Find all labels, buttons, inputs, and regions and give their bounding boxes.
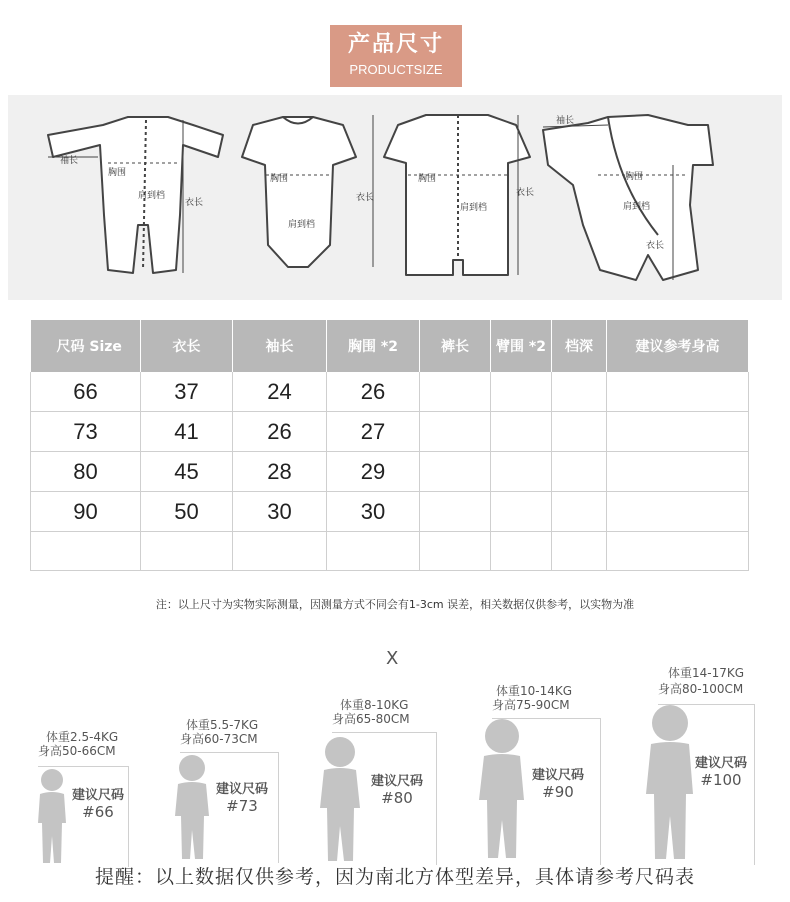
table-cell (420, 412, 491, 452)
product-size-badge (330, 25, 462, 87)
label-length-4: 衣长 (646, 241, 665, 251)
table-cell (420, 372, 491, 412)
suggest-label: 建议尺码 (531, 768, 584, 783)
table-cell (233, 532, 327, 571)
suggest-code: #66 (82, 803, 114, 821)
footer-reminder: 提醒：以上数据仅供参考，因为南北方体型差异，具体请参考尺码表 (94, 866, 695, 888)
table-cell: 50 (141, 492, 233, 532)
header-sleeve: 袖长 (233, 320, 327, 372)
table-row (31, 412, 749, 452)
kid-weight: 体重14-17KG (668, 666, 745, 680)
table-cell: 29 (327, 452, 420, 492)
table-cell: 37 (141, 372, 233, 412)
label-length-3: 衣长 (516, 188, 535, 198)
table-cell (327, 532, 420, 571)
header-arm: 臂围 *2 (491, 320, 552, 372)
table-cell: 90 (31, 492, 141, 532)
label-length-2: 衣长 (356, 193, 375, 203)
table-cell (420, 452, 491, 492)
table-cell: 73 (31, 412, 141, 452)
label-shoulder-2: 肩到档 (288, 220, 316, 230)
kid-height: 身高75-90CM (492, 698, 570, 712)
table-cell (491, 532, 552, 571)
table-cell (552, 372, 607, 412)
label-shoulder-1: 肩到档 (138, 191, 166, 201)
kid-suggest (68, 788, 128, 820)
kid-height: 身高60-73CM (180, 732, 258, 746)
kid-height: 身高65-80CM (332, 712, 410, 726)
label-sleeve-1: 袖长 (60, 156, 79, 166)
kid-suggest (688, 756, 754, 788)
cross-mark: X (386, 648, 399, 669)
kid-suggest (206, 782, 278, 814)
header-length: 衣长 (141, 320, 233, 372)
table-cell (552, 452, 607, 492)
suggest-code: #80 (381, 789, 413, 807)
table-row (31, 532, 749, 571)
table-cell (491, 452, 552, 492)
measurement-note: 注：以上尺寸为实物实际测量，因测量方式不同会有1-3cm 误差，相关数据仅供参考，以实物为准 (155, 598, 635, 611)
garment-diagram (8, 95, 782, 300)
table-cell (607, 372, 749, 412)
table-row (31, 372, 749, 412)
table-cell: 45 (141, 452, 233, 492)
suggest-code: #100 (700, 771, 742, 789)
label-chest-1: 胸围 (108, 168, 127, 178)
table-header-row (31, 320, 749, 372)
header-pants: 裤长 (420, 320, 491, 372)
kid-weight: 体重8-10KG (340, 698, 409, 712)
table-cell (491, 412, 552, 452)
table-cell: 24 (233, 372, 327, 412)
suggest-label: 建议尺码 (694, 756, 747, 771)
kid-height: 身高80-100CM (658, 682, 744, 696)
table-cell: 26 (327, 372, 420, 412)
label-chest-2: 胸围 (270, 174, 289, 184)
label-chest-4: 胸围 (625, 172, 644, 182)
table-cell (552, 532, 607, 571)
kimono-icon (543, 115, 713, 280)
kid-suggest (358, 774, 436, 806)
table-cell: 41 (141, 412, 233, 452)
title-en: PRODUCTSIZE (349, 62, 443, 77)
table-cell: 80 (31, 452, 141, 492)
table-cell (552, 492, 607, 532)
table-cell (607, 492, 749, 532)
kid-height: 身高50-66CM (38, 744, 116, 758)
size-table (30, 320, 749, 571)
table-cell (491, 372, 552, 412)
table-cell (607, 452, 749, 492)
table-cell (420, 492, 491, 532)
suggest-label: 建议尺码 (71, 788, 124, 803)
kid-weight: 体重5.5-7KG (186, 718, 259, 732)
bodysuit-icon (242, 117, 356, 267)
header-crotch: 档深 (552, 320, 607, 372)
table-cell (141, 532, 233, 571)
header-size: 尺码 Size (31, 320, 141, 372)
table-cell (31, 532, 141, 571)
label-sleeve-4: 袖长 (556, 116, 575, 126)
table-row (31, 452, 749, 492)
table-cell: 30 (233, 492, 327, 532)
table-cell: 30 (327, 492, 420, 532)
table-cell (607, 532, 749, 571)
label-length-1: 衣长 (185, 198, 204, 208)
kid-suggest (516, 768, 600, 800)
header-chest: 胸围 *2 (327, 320, 420, 372)
table-cell: 66 (31, 372, 141, 412)
header-height: 建议参考身高 (607, 320, 749, 372)
table-cell: 28 (233, 452, 327, 492)
table-cell (420, 532, 491, 571)
kid-weight: 体重10-14KG (496, 684, 573, 698)
table-cell (491, 492, 552, 532)
suggest-code: #73 (226, 797, 258, 815)
suggest-label: 建议尺码 (370, 774, 423, 789)
title-cn: 产品尺寸 (347, 32, 444, 57)
table-cell (552, 412, 607, 452)
kid-weight: 体重2.5-4KG (46, 730, 119, 744)
label-shoulder-3: 肩到档 (460, 203, 488, 213)
romper-longsleeve-icon (48, 117, 223, 273)
suggest-code: #90 (542, 783, 574, 801)
table-cell (607, 412, 749, 452)
garment-illustrations (8, 95, 782, 300)
table-cell: 27 (327, 412, 420, 452)
suggest-label: 建议尺码 (215, 782, 268, 797)
label-shoulder-4: 肩到档 (623, 202, 651, 212)
table-row (31, 492, 749, 532)
label-chest-3: 胸围 (418, 174, 437, 184)
table-cell: 26 (233, 412, 327, 452)
